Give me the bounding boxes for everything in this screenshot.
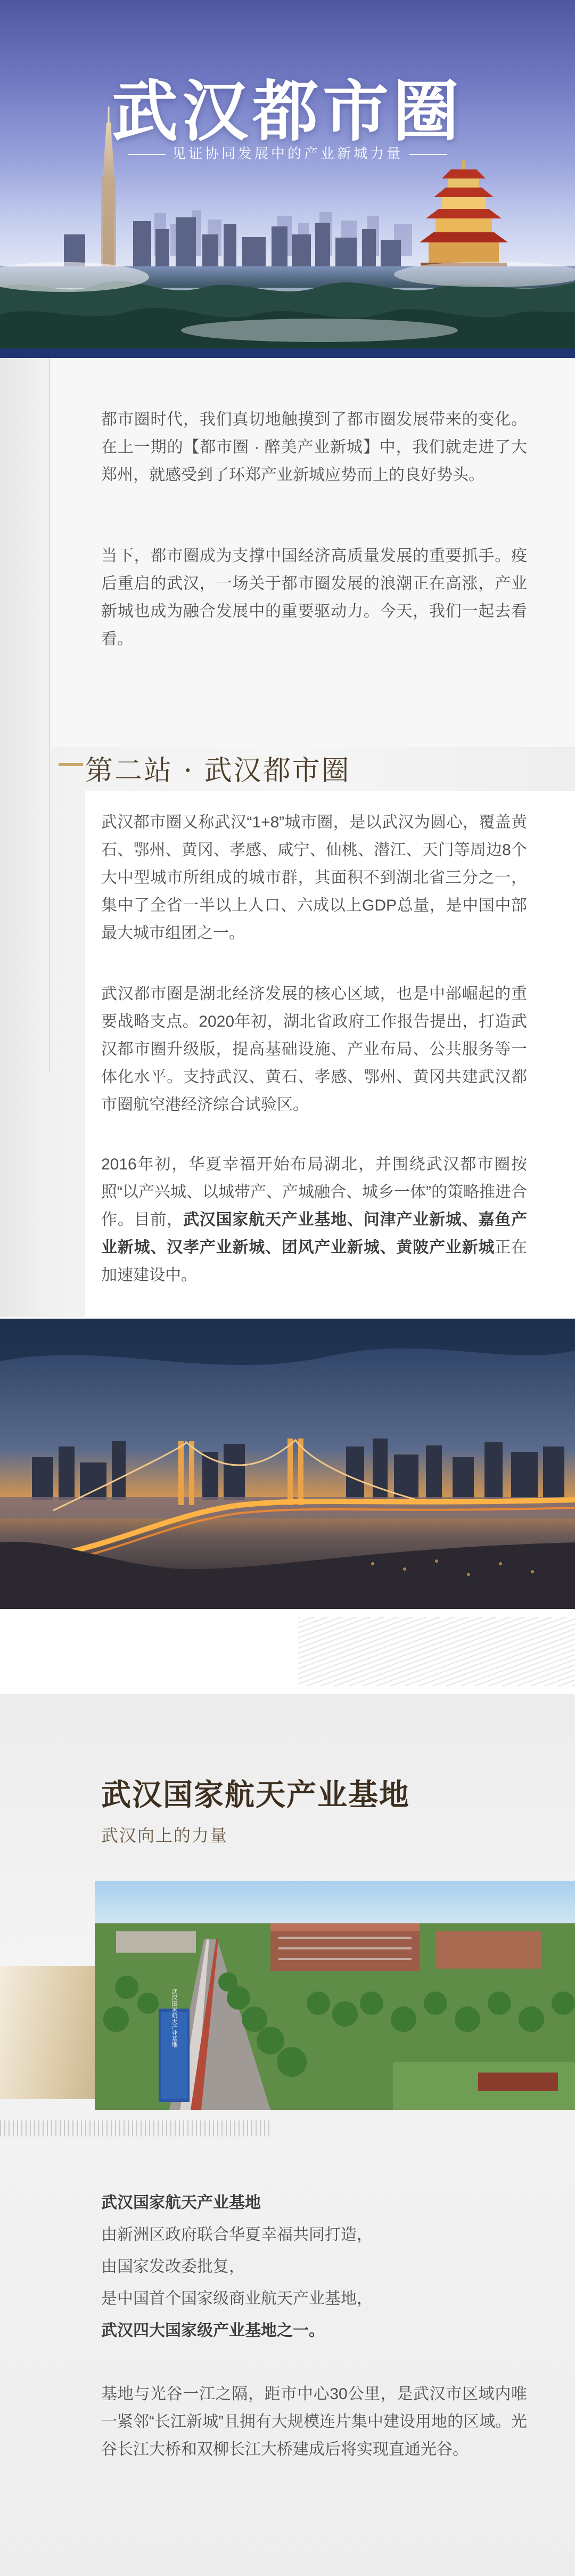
- base-line-4: 是中国首个国家级商业航天产业基地，: [101, 2290, 373, 2307]
- station-paragraph-2: 武汉都市圈是湖北经济发展的核心区域，也是中部崛起的重要战略支点。2020年初，湖北省政府工作报告提出，打造武汉都市圈升级版，提高基础设施、产业布局、公共服务等一体化水平。支持武汉、黄石、孝感、鄂州、黄冈共建武汉都市圈航空港经济综合试验区。: [101, 985, 527, 1114]
- base-section-title: 武汉国家航天产业基地: [101, 1777, 410, 1813]
- hero-title: 武汉都市圈: [111, 73, 463, 150]
- wuhan-bridge-photo: [0, 1319, 575, 1609]
- station-paragraph-3-tail: 正在加速建设中。: [101, 1239, 528, 1284]
- station-paragraph-3-lead: 2016年初，华夏幸福开始布局湖北，并围绕武汉都市圈按照“以产兴城、以城带产、产城融合、城乡一体”的策略推进合作。目前，: [101, 1156, 527, 1229]
- title-accent-bar: [59, 763, 83, 766]
- base-paragraph-final: 基地与光谷一江之隔，距市中心30公里，是武汉市区域内唯一紧邻“长江新城”且拥有大规模连片集中建设用地的区域。光谷长江大桥和双柳长江大桥建成后将实现直通光谷。: [101, 2385, 527, 2458]
- hero-skyline-illustration: [0, 0, 575, 358]
- decorative-bar: [0, 2120, 272, 2136]
- aerospace-base-photo: [95, 1881, 575, 2110]
- base-line-2: 由新洲区政府联合华夏幸福共同打造，: [101, 2226, 373, 2244]
- station-title: 第二站 · 武汉都市圈: [85, 755, 351, 787]
- station-paragraph-3-highlight: 武汉国家航天产业基地、问津产业新城、嘉鱼产业新城、汉孝产业新城、团风产业新城、黄陂产业新城: [101, 1211, 527, 1256]
- aerospace-base-sign: 武汉国家航天产业基地: [171, 1989, 177, 2047]
- base-line-1: 武汉国家航天产业基地: [101, 2194, 261, 2212]
- gold-accent-block: [0, 1966, 95, 2099]
- station-paragraph-1: 武汉都市圈又称武汉“1+8”城市圈，是以武汉为圆心，覆盖黄石、鄂州、黄冈、孝感、咸宁、仙桃、潜江、天门等周边8个大中型城市所组成的城市群，其面积不到湖北省三分之一，集中了全省一半以上人口、六成以上GDP总量，是中国中部最大城市组团之一。: [101, 814, 527, 942]
- base-section-subtitle: 武汉向上的力量: [101, 1826, 228, 1845]
- base-line-5: 武汉四大国家级产业基地之一。: [101, 2322, 325, 2339]
- base-description: [101, 2187, 527, 2347]
- decorative-stripes: [298, 1617, 575, 1686]
- hero-banner: [0, 0, 575, 358]
- intro-left-rule: [49, 358, 50, 1072]
- hero-subtitle: 见证协同发展中的产业新城力量: [0, 143, 575, 162]
- intro-paragraph-2: 当下，都市圈成为支撑中国经济高质量发展的重要抓手。疫后重启的武汉，一场关于都市圈发展的浪潮正在高涨，产业新城也成为融合发展中的重要驱动力。今天，我们一起去看看。: [101, 547, 527, 648]
- pagoda-icon: [420, 160, 508, 269]
- base-line-3: 由国家发改委批复，: [101, 2258, 245, 2276]
- station-paragraph-3: [101, 1151, 527, 1289]
- intro-paragraph-1: 都市圈时代，我们真切地触摸到了都市圈发展带来的变化。在上一期的【都市圈 · 醉美产业新城】中，我们就走进了大郑州，就感受到了环郑产业新城应势而上的良好势头。: [101, 411, 527, 484]
